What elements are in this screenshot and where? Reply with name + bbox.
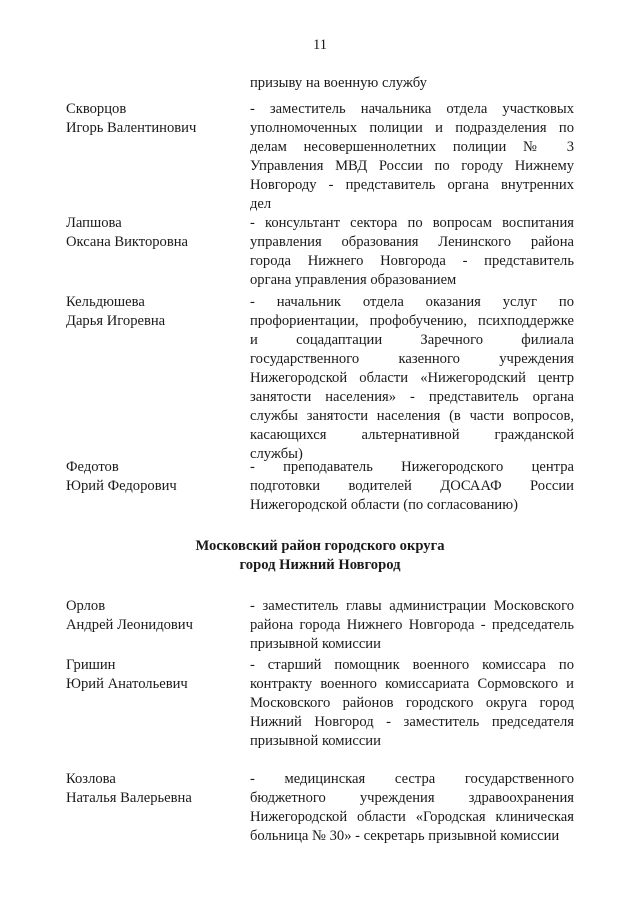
member-given-names: Игорь Валентинович — [66, 120, 197, 136]
role-line: больница № 30» - секретарь призывной комиссии — [250, 828, 560, 844]
role-line: делам несовершеннолетних полиции № 3 — [250, 139, 574, 155]
member-given-names: Юрий Федорович — [66, 478, 177, 494]
role-line: Нижегородской области «Городская клиническая — [250, 809, 574, 825]
member-given-names: Оксана Викторовна — [66, 234, 189, 250]
member-surname: Лапшова — [66, 215, 122, 231]
member-given-names: Наталья Валерьевна — [66, 790, 192, 806]
role-line: занятости населения» - представитель органа — [250, 389, 574, 405]
member-role — [250, 214, 574, 290]
role-line: района города Нижнего Новгорода - председатель — [250, 617, 574, 633]
role-line: - медицинская сестра государственного — [250, 771, 574, 787]
member-role — [250, 770, 574, 846]
member-role — [250, 293, 574, 464]
member-name — [66, 770, 246, 808]
role-line: и соцадаптации Заречного филиала — [250, 332, 574, 348]
member-name — [66, 656, 246, 694]
role-line: Нижний Новгород - заместитель председателя — [250, 714, 574, 730]
role-line: призывной комиссии — [250, 636, 381, 652]
role-line: профориентации, профобучению, психподдержке — [250, 313, 574, 329]
member-name — [66, 214, 246, 252]
role-line: органа управления образованием — [250, 272, 457, 288]
member-role — [250, 656, 574, 751]
member-surname: Гришин — [66, 657, 116, 673]
member-name — [66, 100, 246, 138]
role-line: управления образования Ленинского района — [250, 234, 574, 250]
role-line: уполномоченных полиции и подразделения по — [250, 120, 574, 136]
role-line: службы занятости населения (в части вопросов, — [250, 408, 574, 424]
role-line: Московского районов городского округа город — [250, 695, 574, 711]
member-name — [66, 293, 246, 331]
role-line: службы) — [250, 446, 303, 462]
role-line: - начальник отдела оказания услуг по — [250, 294, 574, 310]
page-number: 11 — [312, 37, 328, 53]
member-surname: Козлова — [66, 771, 116, 787]
role-line: подготовки водителей ДОСААФ России — [250, 478, 574, 494]
member-surname: Кельдюшева — [66, 294, 145, 310]
member-given-names: Дарья Игоревна — [66, 313, 166, 329]
heading-line: Московский район городского округа — [195, 538, 445, 554]
role-line: Управления МВД России по городу Нижнему — [250, 158, 574, 174]
role-line: бюджетного учреждения здравоохранения — [250, 790, 574, 806]
role-line: - преподаватель Нижегородского центра — [250, 459, 574, 475]
role-line: контракту военного комиссариата Сормовского и — [250, 676, 574, 692]
role-line: Новгороду - представитель органа внутренних — [250, 177, 574, 193]
member-role — [250, 100, 574, 214]
member-given-names: Андрей Леонидович — [66, 617, 193, 633]
role-line: Нижегородской области (по согласованию) — [250, 497, 518, 513]
continuation-line: призыву на военную службу — [250, 75, 427, 91]
heading-line: город Нижний Новгород — [239, 557, 401, 573]
member-role — [250, 458, 574, 515]
member-surname: Орлов — [66, 598, 106, 614]
role-line: - заместитель начальника отдела участковых — [250, 101, 574, 117]
role-line: государственного казенного учреждения — [250, 351, 574, 367]
role-line: - заместитель главы администрации Московского — [250, 598, 574, 614]
role-line: призывной комиссии — [250, 733, 381, 749]
role-line: Нижегородской области «Нижегородский центр — [250, 370, 574, 386]
member-surname: Скворцов — [66, 101, 127, 117]
role-line: дел — [250, 196, 272, 212]
member-role — [250, 597, 574, 654]
role-line: касающихся альтернативной гражданской — [250, 427, 574, 443]
role-line: города Нижнего Новгорода - представитель — [250, 253, 574, 269]
member-name — [66, 597, 246, 635]
member-name — [66, 458, 246, 496]
role-line: - консультант сектора по вопросам воспитания — [250, 215, 574, 231]
role-line: - старший помощник военного комиссара по — [250, 657, 574, 673]
member-surname: Федотов — [66, 459, 119, 475]
district-heading — [0, 537, 640, 575]
member-given-names: Юрий Анатольевич — [66, 676, 188, 692]
